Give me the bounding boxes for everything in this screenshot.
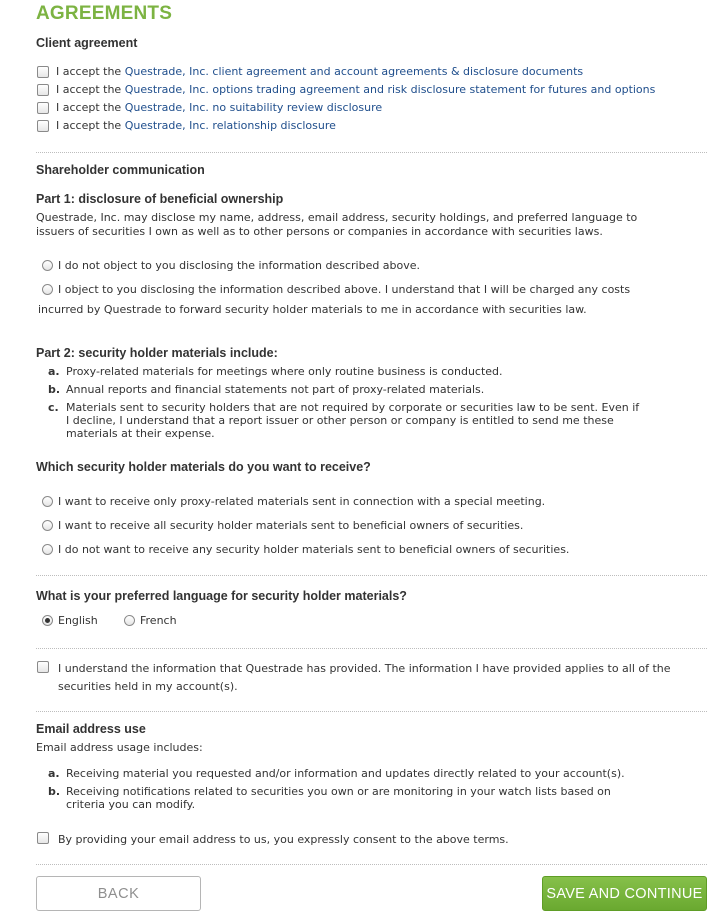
client-agreement-heading: Client agreement — [36, 36, 138, 50]
accept-prefix: I accept the — [56, 119, 122, 132]
suitability-disclosure-checkbox[interactable] — [37, 102, 49, 114]
object-radio[interactable] — [42, 284, 53, 295]
relationship-disclosure-text — [56, 119, 336, 132]
email-intro: Email address usage includes: — [36, 741, 203, 754]
proxy-only-radio[interactable] — [42, 496, 53, 507]
english-label: English — [58, 614, 98, 627]
object-label-line1: I object to you disclosing the information described above. I understand that I will be charged any costs — [58, 283, 631, 296]
list-item: Proxy-related materials for meetings where only routine business is conducted. — [66, 365, 503, 378]
page-title: AGREEMENTS — [36, 3, 173, 24]
accept-prefix: I accept the — [56, 101, 122, 114]
part2-heading: Part 2: security holder materials include: — [36, 346, 278, 360]
email-consent-checkbox[interactable] — [37, 832, 49, 844]
divider — [36, 575, 707, 576]
email-consent-label: By providing your email address to us, you expressly consent to the above terms. — [58, 833, 509, 846]
list-label: b. — [48, 785, 61, 798]
email-heading: Email address use — [36, 722, 146, 736]
client-agreement-link[interactable]: Questrade, Inc. client agreement and account agreements & disclosure documents — [124, 65, 584, 78]
list-label: b. — [48, 383, 61, 396]
no-materials-radio[interactable] — [42, 544, 53, 555]
shareholder-heading: Shareholder communication — [36, 163, 205, 177]
list-item: Annual reports and financial statements not part of proxy-related materials. — [66, 383, 485, 396]
materials-question: Which security holder materials do you want to receive? — [36, 460, 371, 474]
proxy-only-label: I want to receive only proxy-related materials sent in connection with a special meeting. — [58, 495, 546, 508]
french-label: French — [140, 614, 177, 627]
understand-label-line1: I understand the information that Questrade has provided. The information I have provided applies to all of the — [58, 662, 671, 675]
divider — [36, 152, 707, 153]
list-item: materials at their expense. — [66, 427, 215, 440]
list-label: c. — [48, 401, 59, 414]
relationship-disclosure-link[interactable]: Questrade, Inc. relationship disclosure — [124, 119, 336, 132]
divider — [36, 648, 707, 649]
accept-prefix: I accept the — [56, 83, 122, 96]
suitability-disclosure-text — [56, 101, 382, 114]
options-agreement-text — [56, 83, 655, 96]
save-and-continue-button[interactable]: SAVE AND CONTINUE — [542, 876, 707, 911]
language-question: What is your preferred language for security holder materials? — [36, 589, 407, 603]
list-item: I decline, I understand that a report issuer or other person or company is entitled to send me these — [66, 414, 614, 427]
understand-label-line2: securities held in my account(s). — [58, 680, 238, 693]
options-agreement-checkbox[interactable] — [37, 84, 49, 96]
list-item: Materials sent to security holders that are not required by corporate or securities law to be sent. Even if — [66, 401, 640, 414]
list-label: a. — [48, 767, 60, 780]
divider — [36, 864, 707, 865]
list-item: Receiving material you requested and/or information and updates directly related to your account(s). — [66, 767, 625, 780]
french-radio[interactable] — [124, 615, 135, 626]
divider — [36, 711, 707, 712]
relationship-disclosure-checkbox[interactable] — [37, 120, 49, 132]
no-materials-label: I do not want to receive any security holder materials sent to beneficial owners of securities. — [58, 543, 570, 556]
part1-description-line1: Questrade, Inc. may disclose my name, address, email address, security holdings, and preferred language to — [36, 211, 638, 224]
no-object-radio[interactable] — [42, 260, 53, 271]
suitability-disclosure-link[interactable]: Questrade, Inc. no suitability review disclosure — [124, 101, 383, 114]
all-materials-radio[interactable] — [42, 520, 53, 531]
understand-checkbox[interactable] — [37, 661, 49, 673]
back-button[interactable]: BACK — [36, 876, 201, 911]
all-materials-label: I want to receive all security holder materials sent to beneficial owners of securities. — [58, 519, 524, 532]
client-agreement-text — [56, 65, 583, 78]
no-object-label: I do not object to you disclosing the information described above. — [58, 259, 421, 272]
list-item: criteria you can modify. — [66, 798, 196, 811]
part1-heading: Part 1: disclosure of beneficial ownership — [36, 192, 284, 206]
english-radio[interactable] — [42, 615, 53, 626]
list-item: Receiving notifications related to securities you own or are monitoring in your watch lists based on — [66, 785, 611, 798]
object-label-line2: incurred by Questrade to forward security holder materials to me in accordance with securities law. — [38, 303, 587, 316]
client-agreement-checkbox[interactable] — [37, 66, 49, 78]
list-label: a. — [48, 365, 60, 378]
part1-description-line2: issuers of securities I own as well as to other persons or companies in accordance with securities laws. — [36, 225, 603, 238]
accept-prefix: I accept the — [56, 65, 122, 78]
options-agreement-link[interactable]: Questrade, Inc. options trading agreement and risk disclosure statement for futures and options — [124, 83, 656, 96]
